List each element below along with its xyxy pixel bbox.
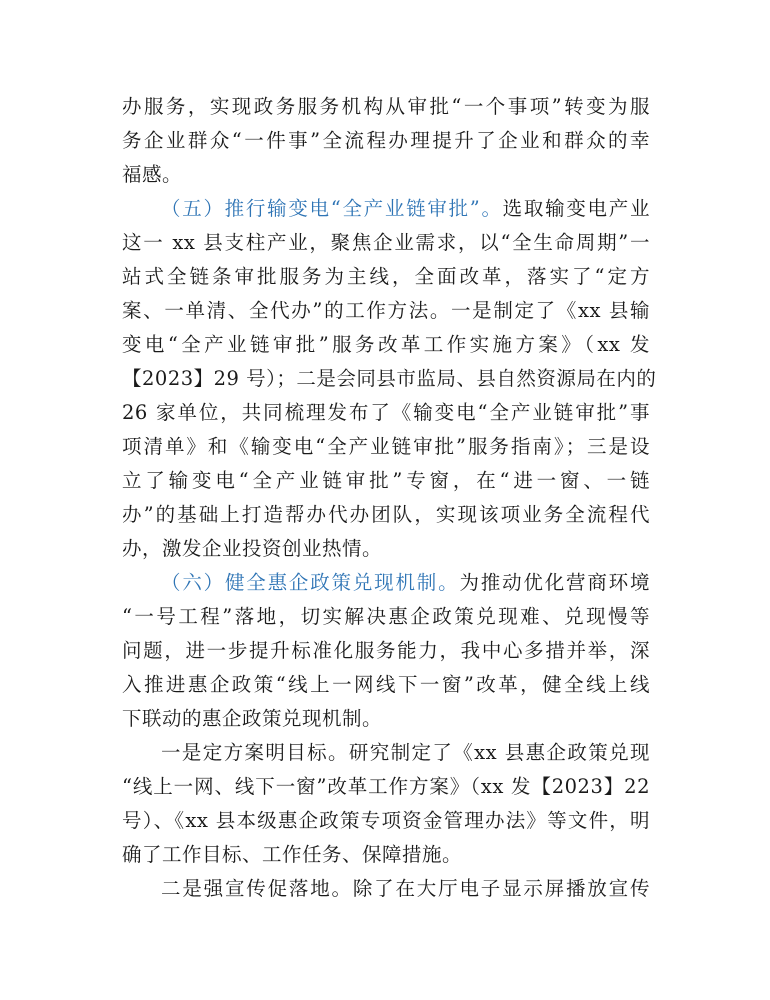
- paragraph-line: 入推进惠企政策“线上一网线下一窗”改革，健全线上线: [122, 673, 650, 696]
- paragraph-line: 立了输变电“全产业链审批”专窗，在“进一窗、一链: [122, 469, 650, 492]
- paragraph-line: 这一 xx 县支柱产业，聚焦企业需求，以“全生命周期”一: [122, 231, 650, 254]
- paragraph-line: 问题，进一步提升标准化服务能力，我中心多措并举，深: [122, 639, 650, 662]
- paragraph-line: “一号工程”落地，切实解决惠企政策兑现难、兑现慢等: [122, 605, 650, 628]
- paragraph-line: 站式全链条审批服务为主线，全面改革，落实了“定方: [122, 265, 650, 288]
- section-heading-line: [161, 566, 650, 600]
- paragraph-line: 案、一单清、全代办”的工作方法。一是制定了《xx 县输: [122, 299, 650, 322]
- paragraph-line: 福感。: [122, 163, 183, 186]
- paragraph-line: 变电“全产业链审批”服务改革工作实施方案》（xx 发: [122, 333, 650, 356]
- paragraph-line: 【2023】29 号）；二是会同县市监局、县自然资源局在内的: [122, 367, 657, 390]
- paragraph-line: 下联动的惠企政策兑现机制。: [122, 707, 383, 730]
- paragraph-text: 为推动优化营商环境: [459, 571, 650, 594]
- paragraph-line: 号）、《xx 县本级惠企政策专项资金管理办法》等文件，明: [122, 809, 650, 832]
- paragraph-line: 26 家单位，共同梳理发布了《输变电“全产业链审批”事: [122, 401, 650, 424]
- section-heading-line: [161, 192, 650, 226]
- paragraph-line: 办”的基础上打造帮办代办团队，实现该项业务全流程代: [122, 503, 650, 526]
- paragraph-line: 办服务，实现政务服务机构从审批“一个事项”转变为服: [122, 95, 650, 118]
- paragraph-text: 选取输变电产业: [502, 197, 650, 220]
- paragraph-line: 办，激发企业投资创业热情。: [122, 537, 383, 560]
- paragraph-line: 项清单》和《输变电“全产业链审批”服务指南》；三是设: [122, 435, 650, 458]
- section-heading-5: （五）推行输变电“全产业链审批”。: [161, 197, 503, 220]
- paragraph-line: “线上一网、线下一窗”改革工作方案》（xx 发【2023】22: [122, 775, 650, 798]
- paragraph-line: 一是定方案明目标。研究制定了《xx 县惠企政策兑现: [161, 741, 650, 764]
- section-heading-6: （六）健全惠企政策兑现机制。: [161, 571, 460, 594]
- paragraph-line: 务企业群众“一件事”全流程办理提升了企业和群众的幸: [122, 129, 650, 152]
- paragraph-line: 确了工作目标、工作任务、保障措施。: [122, 843, 463, 866]
- paragraph-line: 二是强宣传促落地。除了在大厅电子显示屏播放宣传: [161, 877, 650, 900]
